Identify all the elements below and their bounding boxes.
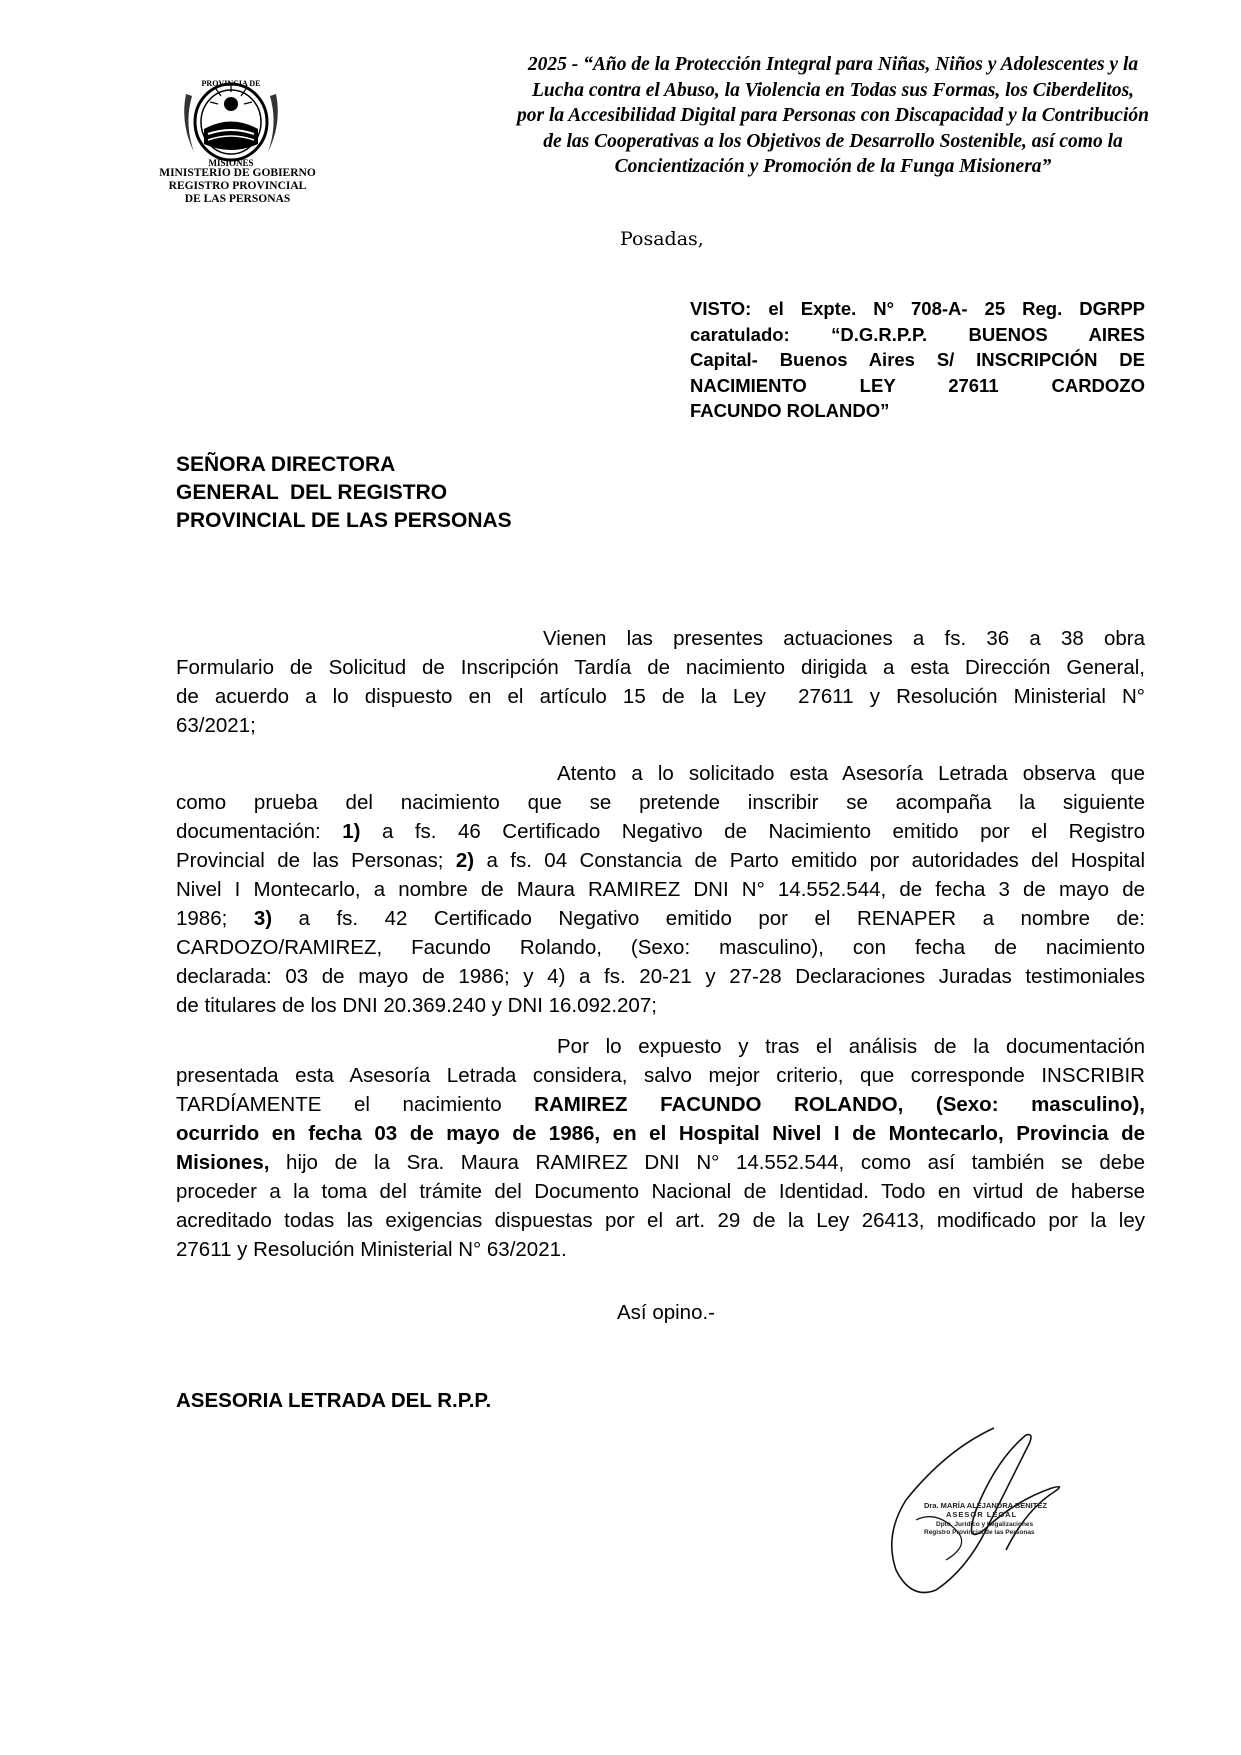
stamp-line: Dpto. Jurídico y Legalizaciones [936, 1521, 1034, 1528]
p2-text: 1986; [176, 907, 254, 930]
p2-line: como prueba del nacimiento que se pretende inscribir se acompaña la siguiente [176, 791, 1145, 814]
p3-line [176, 1148, 1145, 1177]
p3-line: proceder a la toma del trámite del Documento Nacional de Identidad. Todo en virtud de haberse [176, 1180, 1145, 1203]
p2-line [176, 817, 1145, 846]
p2-line [176, 904, 1145, 933]
paragraph-2 [176, 759, 1145, 1020]
p2-enum: 2) [455, 849, 475, 872]
motto-line: Concientización y Promoción de la Funga Misionera” [614, 156, 1052, 177]
p2-enum: 1) [342, 820, 361, 843]
addressee-line: SEÑORA DIRECTORA [176, 453, 396, 476]
addressee-block [176, 451, 512, 535]
closing-text: Así opino.- [617, 1301, 715, 1324]
p2-line: de titulares de los DNI 20.369.240 y DNI 16.092.207; [176, 994, 657, 1017]
seal-text-bottom: MISIONES [208, 158, 254, 168]
p2-text: Provincial de las Personas; [176, 849, 456, 872]
visto-line: caratulado: “D.G.R.P.P. BUENOS AIRES [690, 323, 1145, 345]
ministry-line-3: DE LAS PERSONAS [184, 193, 291, 205]
paragraph-3 [176, 1032, 1145, 1264]
p1-line: Vienen las presentes actuaciones a fs. 36 a 38 obra [543, 627, 1145, 650]
p2-text: a fs. 42 Certificado Negativo emitido por el RENAPER a nombre de: [272, 907, 1145, 930]
stamp-line: ASESOR LEGAL [946, 1510, 1018, 1519]
p3-line: presentada esta Asesoría Letrada considera, salvo mejor criterio, que corresponde INSCRIBIR [176, 1064, 1145, 1087]
p3-text: hijo de la Sra. Maura RAMIREZ DNI N° 14.552.544, como así también se debe [269, 1151, 1145, 1174]
visto-line: FACUNDO ROLANDO” [690, 400, 890, 421]
p2-text: documentación: [176, 820, 343, 843]
p2-line: Nivel I Montecarlo, a nombre de Maura RAMIREZ DNI N° 14.552.544, de fecha 3 de mayo de [176, 878, 1145, 901]
stamp-line: Dra. MARÍA ALEJANDRA BENITEZ [924, 1501, 1047, 1510]
place-date: Posadas, [620, 228, 704, 250]
p2-text: a fs. 04 Constancia de Parto emitido por autoridades del Hospital [474, 849, 1145, 872]
p3-bold: RAMIREZ FACUNDO ROLANDO, (Sexo: masculino), [534, 1093, 1145, 1116]
p3-line: 27611 y Resolución Ministerial N° 63/2021. [176, 1238, 567, 1261]
p3-line [176, 1119, 1145, 1148]
visto-block [690, 296, 1145, 424]
provincial-seal-icon [176, 74, 286, 170]
p2-line [176, 846, 1145, 875]
paragraph-1 [176, 624, 1145, 740]
visto-line: VISTO: el Expte. N° 708-A- 25 Reg. DGRPP [690, 298, 1145, 319]
stamp-line: Registro Provincial de las Personas [924, 1529, 1035, 1536]
addressee-line: GENERAL DEL REGISTRO [176, 481, 448, 504]
p2-enum: 3) [253, 907, 273, 930]
p3-bold: ocurrido en fecha 03 de mayo de 1986, en el Hospital Nivel I de Montecarlo, Provincia de [176, 1122, 1145, 1145]
p1-line: de acuerdo a lo dispuesto en el artículo 15 de la Ley 27611 y Resolución Ministerial N° [176, 685, 1145, 708]
ministry-line-1: MINISTERIO DE GOBIERNO [159, 167, 316, 179]
p2-line: declarada: 03 de mayo de 1986; y 4) a fs. 20-21 y 27-28 Declaraciones Juradas testimoniales [176, 965, 1145, 988]
p2-line: Atento a lo solicitado esta Asesoría Letrada observa que [557, 762, 1145, 785]
year-motto [488, 52, 1178, 180]
ministry-line-2: REGISTRO PROVINCIAL [168, 180, 307, 192]
p3-bold: Misiones, [176, 1151, 270, 1174]
p2-text: a fs. 46 Certificado Negativo de Nacimiento emitido por el Registro [360, 820, 1145, 843]
p3-text: TARDÍAMENTE el nacimiento [176, 1093, 535, 1116]
signature-label: ASESORIA LETRADA DEL R.P.P. [176, 1389, 492, 1412]
seal-text-top: PROVINCIA DE [201, 79, 261, 88]
p1-line: Formulario de Solicitud de Inscripción Tardía de nacimiento dirigida a esta Dirección General, [176, 656, 1145, 679]
visto-line: NACIMIENTO LEY 27611 CARDOZO [690, 374, 1145, 396]
motto-line: 2025 - “Año de la Protección Integral para Niñas, Niños y Adolescentes y la [527, 54, 1139, 75]
signature-stamp [876, 1420, 1076, 1610]
p2-line: CARDOZO/RAMIREZ, Facundo Rolando, (Sexo: masculino), con fecha de nacimiento [176, 936, 1145, 959]
addressee-line: PROVINCIAL DE LAS PERSONAS [176, 509, 512, 532]
motto-line: Lucha contra el Abuso, la Violencia en Todas sus Formas, los Ciberdelitos, [531, 79, 1135, 101]
motto-line: de las Cooperativas a los Objetivos de Desarrollo Sostenible, así como la [543, 130, 1123, 152]
visto-line: Capital- Buenos Aires S/ INSCRIPCIÓN DE [690, 349, 1145, 370]
p3-line: acreditado todas las exigencias dispuestas por el art. 29 de la Ley 26413, modificado por la ley [176, 1209, 1145, 1232]
p1-line: 63/2021; [176, 714, 256, 737]
p3-line [176, 1090, 1145, 1119]
motto-line: por la Accesibilidad Digital para Personas con Discapacidad y la Contribución [517, 105, 1149, 126]
p3-line: Por lo expuesto y tras el análisis de la documentación [557, 1035, 1145, 1058]
